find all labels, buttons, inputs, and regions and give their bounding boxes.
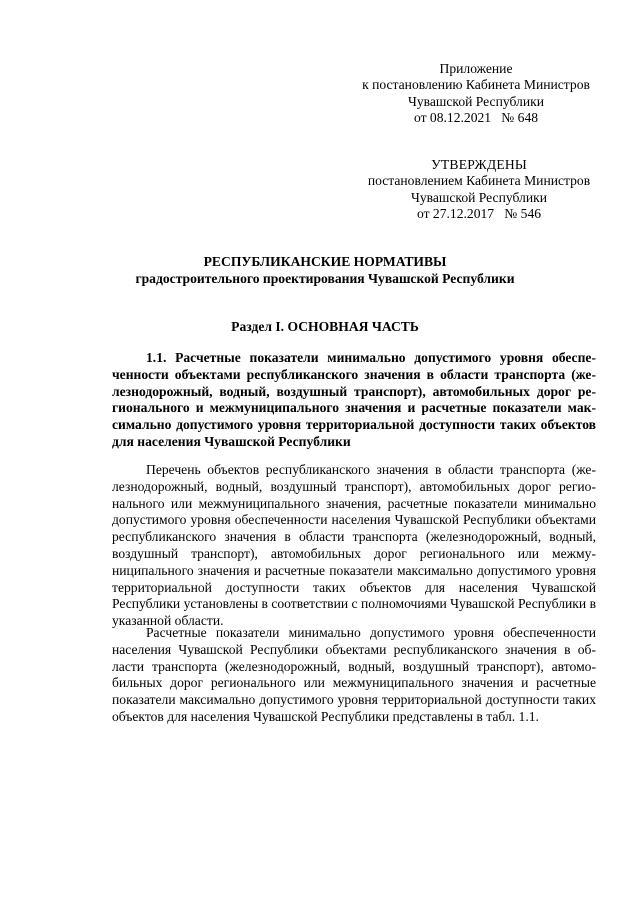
appendix-block (352, 61, 600, 127)
approval-block (355, 157, 603, 223)
subsection-heading: 1.1. Расчетные показатели минимально допустимого уровня обеспеченности объектами республиканского значения в области транспорта (железнодорожный, водный, воздушный транспорт), автомобильных дорог регионального и межмуниципального значения и расчетные показатели максимально допустимого уровня территориальной доступности таких объектов для населения Чувашской Республики (112, 350, 596, 449)
approval-label: УТВЕРЖДЕНЫ (431, 157, 527, 172)
body-paragraph-2: Расчетные показатели минимально допустимого уровня обеспеченности населения Чувашской Республики объектами республиканского значения в области транспорта (железнодорожный, водный, воздушный транспорт), автомобильных дорог регионального или межмуниципального значения и расчетные показатели максимально допустимого уровня территориальной доступности таких объектов для населения Чувашской Республики представлены в табл. 1.1. (112, 625, 596, 724)
appendix-republic: Чувашской Республики (408, 93, 544, 109)
document-title: РЕСПУБЛИКАНСКИЕ НОРМАТИВЫ (203, 254, 447, 269)
approval-republic: Чувашской Республики (411, 189, 547, 205)
appendix-reference: к постановлению Кабинета Министров (362, 77, 590, 93)
section-title: Раздел I. ОСНОВНАЯ ЧАСТЬ (231, 319, 419, 334)
approval-date-number: от 27.12.2017 № 546 (416, 206, 542, 222)
document-heading (120, 253, 530, 287)
appendix-date-number: от 08.12.2021 № 648 (413, 110, 539, 126)
document-subtitle: градостроительного проектирования Чувашской Республики (135, 271, 515, 286)
body-paragraph-1: Перечень объектов республиканского значения в области транспорта (железнодорожный, водный, воздушный транспорт), автомобильных дорог регионального или межмуниципального значения, расчетные показатели минимально допустимого уровня обеспеченности населения Чувашской Республики объектами республиканского значения в области транспорта (железнодорожный, водный, воздушный транспорт), автомобильных дорог регионального или межмуниципального значения и расчетные показатели максимально допустимого уровня территориальной доступности таких объектов для населения Чувашской Республики установлены в соответствии с полномочиями Чувашской Республики в указанной области. (112, 462, 596, 629)
appendix-label: Приложение (439, 61, 513, 76)
approval-reference: постановлением Кабинета Министров (367, 173, 591, 189)
